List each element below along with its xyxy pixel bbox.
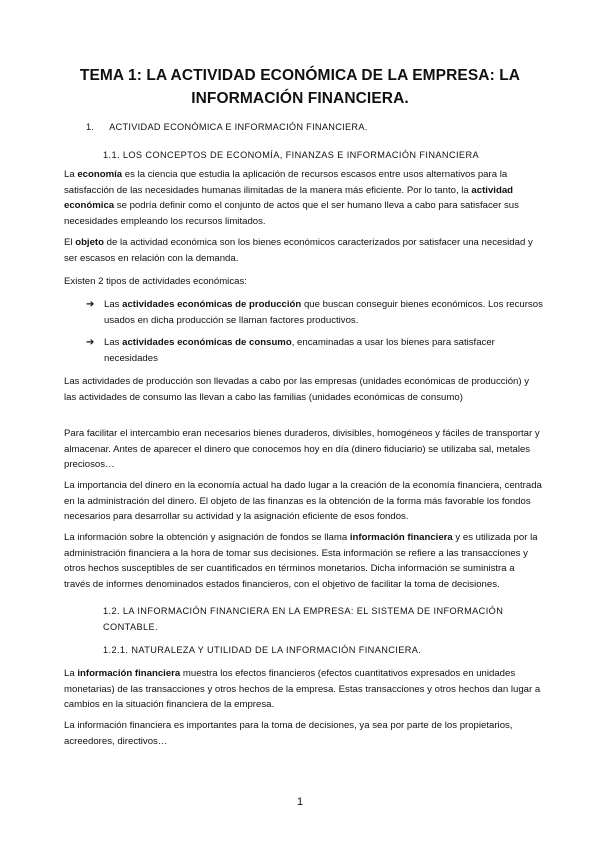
paragraph-produccion: Las actividades de producción son llevadas a cabo por las empresas (unidades económicas de producción) y las actividades de consumo las llevan a cabo las familias (unidades económicas de consumo) <box>64 376 530 403</box>
paragraph-economia: La economía es la ciencia que estudia la aplicación de recursos escasos entre usos alternativos para la satisfacción de las necesidades humanas ilimitadas de la manera más eficiente. Por lo tanto, la actividad económica se podría definir como el conjunto de actos que el ser humano lleva a cabo para satisfacer sus necesidades empleando los recursos limitados. <box>64 169 519 227</box>
paragraph-utilidad: La información financiera es importantes para la toma de decisiones, ya sea por parte de los propietarios, acreedores, directivos… <box>64 720 513 747</box>
subsection-heading-1-1: 1.1. LOS CONCEPTOS DE ECONOMÍA, FINANZAS E INFORMACIÓN FINANCIERA <box>103 150 480 160</box>
arrow-icon: ➔ <box>86 337 95 348</box>
list-item-text: Las actividades económicas de producción que buscan conseguir bienes económicos. Los recursos usados en dicha producción se llaman factores productivos. <box>104 299 543 326</box>
arrow-icon: ➔ <box>86 299 95 310</box>
paragraph-naturaleza: La información financiera muestra los efectos financieros (efectos cuantitativos expresados en unidades monetarias) de las transacciones y otros hechos de la empresa. Estas transacciones y otros hechos dan lugar a cambios en la situación financiera de la empresa. <box>64 668 541 711</box>
paragraph-informacion-financiera: La información sobre la obtención y asignación de fondos se llama información financiera y es utilizada por la administración financiera a la hora de tomar sus decisiones. Esta información se refiere a las transacciones y otros hechos susceptibles de ser cuantificados en términos monetarios. Dicha información se suministra a través de informes denominados estados financieros, con el objetivo de facilitar la toma de decisiones. <box>64 532 538 590</box>
paragraph-intercambio: Para facilitar el intercambio eran necesarios bienes duraderos, divisibles, homogéneos y fáciles de transportar y almacenar. Antes de aparecer el dinero que conocemos hoy en día (dinero fiduciario) se utilizaba sal, metales preciosos… <box>64 428 540 471</box>
paragraph-dinero: La importancia del dinero en la economía actual ha dado lugar a la creación de la economía financiera, centrada en la administración del dinero. El objeto de las finanzas es la obtención de la forma más favorable los fondos necesarios para desarrollar su actividad y la asignación eficiente de esos fondos. <box>64 480 542 523</box>
page-number: 1 <box>296 796 304 808</box>
page-title: TEMA 1: LA ACTIVIDAD ECONÓMICA DE LA EMPRESA: LA INFORMACIÓN FINANCIERA. <box>79 67 521 107</box>
list-item-text: Las actividades económicas de consumo, encaminadas a usar los bienes para satisfacer necesidades <box>104 337 495 364</box>
section-number: 1. <box>86 122 95 132</box>
subsection-heading-1-2: 1.2. LA INFORMACIÓN FINANCIERA EN LA EMPRESA: EL SISTEMA DE INFORMACIÓN CONTABLE. <box>103 606 504 632</box>
paragraph-tipos: Existen 2 tipos de actividades económicas: <box>64 276 247 287</box>
subsection-heading-1-2-1: 1.2.1. NATURALEZA Y UTILIDAD DE LA INFORMACIÓN FINANCIERA. <box>103 645 422 655</box>
paragraph-objeto: El objeto de la actividad económica son los bienes económicos caracterizados por satisfacer una necesidad y ser escasos en relación con la demanda. <box>64 237 533 264</box>
section-label: ACTIVIDAD ECONÓMICA E INFORMACIÓN FINANCIERA. <box>109 122 368 132</box>
section-heading-1 <box>86 122 368 132</box>
